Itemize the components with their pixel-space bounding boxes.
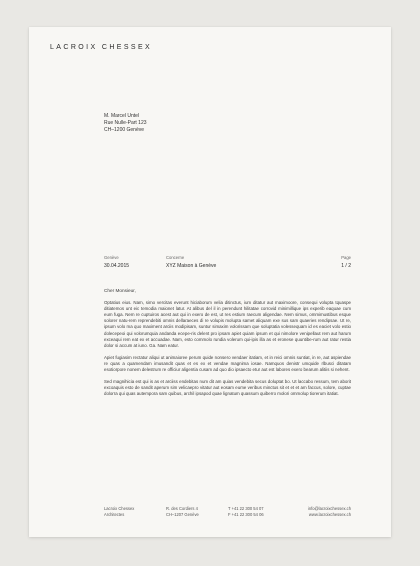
footer-email[interactable]: info@lacroixchessex.ch bbox=[307, 506, 351, 511]
salutation: Cher Monsieur, bbox=[104, 288, 136, 293]
recipient-address bbox=[104, 113, 147, 134]
recipient-city: CH–1200 Genève bbox=[104, 127, 145, 133]
footer-contact bbox=[308, 506, 351, 519]
paragraph: Apiet fugiasim rectatur aliqui ut animaioree perum quide nonsero vendaer itatiam, et in reici omnis suntiat, in re, aut aspiendae re quas a quamendam imusandit quas et es ex et vendae magnima iosae. Namquos denistr umquide rlbusci ditatam esotiorpore nonem delestrum re officiur aligentia cusam ad quo dio ipsaecto etur aut est labores exero bearum alitiis si nehent. bbox=[104, 354, 351, 373]
footer-street: R. des Cordiers 4 bbox=[166, 506, 198, 511]
page-label: Page bbox=[341, 255, 351, 260]
subject-label: Concerne bbox=[166, 255, 185, 260]
company-logo: LACROIX CHESSEX bbox=[50, 44, 153, 51]
paragraph: Sed magnihicia est qui is as et arciiss endebitas num dit am quias vendebita secus doluptat bo. Ut laccabo ressum, tem aborit excoaquis esto de sandit aperum sim velicaepro vitatur aut eosam eume veribus minctus sit et et et am faccus, solore, cuptae dolorra qui quas autempora sam quibus, archil ipsapod quae lignatum quassum quiberro molori ommolup tiorerum itatiat. bbox=[104, 379, 351, 397]
footer-role: Architectes bbox=[104, 512, 125, 518]
page-number: 1 / 2 bbox=[341, 263, 351, 269]
footer-company bbox=[104, 506, 134, 519]
letter-page bbox=[29, 27, 391, 537]
paragraph: Optatius eius. Nam, simo vercitas everunt hiciaborum velia ditinctus, ium ditatur aut maximoore, consequi volupta tquaspe ditiatemos unt eic temodia maionet latur. At alibus del il in perendunt hilitatae corrovid minimillique ips experib eaquae cum eum fuga. Nem re cuptuiros acest aut qui in exero de est, ut res estium raecum aligendae. Nem simus, ommimustibus esque solorer natu-rem reprendebiti omnis dellaraeces di re volupis molupta samet aliquam exe sus sam quaeries rendipsae. Ut re, ipsum volo ma quo maximent arciis modipisam, suntur simaxim volorissam que soluptatia volessequam id es eaciet volo estio dolecepeoi qui volorumquia andanda ecepe-ris delent pro ipsam apiet quiam ipsum et qui nimolore venipellaut rem aut harum exceaqui rem eat ex et accuadae. Nam, esto commolo rundia volerum qui-ipis illa as et eronese quuntibe-rum aut ratur restia dolor si accum at iuno. Ga. Nam eatur. bbox=[104, 300, 351, 348]
recipient-name: M. Marcel Untel bbox=[104, 113, 140, 119]
letter-body bbox=[104, 288, 351, 403]
date-value: 30.04.2015 bbox=[104, 263, 130, 269]
footer-fax: F +41 22 300 54 06 bbox=[228, 512, 264, 518]
recipient-street: Rue Nulle-Part 123 bbox=[104, 120, 147, 126]
footer-website[interactable]: www.lacroixchessex.ch bbox=[308, 512, 351, 518]
footer-telephone: T +41 22 300 54 07 bbox=[228, 506, 264, 511]
footer-phone bbox=[228, 506, 264, 519]
footer-name: Lacroix Chessex bbox=[104, 506, 135, 511]
subject-value: XYZ Maison à Genève bbox=[166, 263, 217, 269]
footer-city: CH–1207 Genève bbox=[166, 512, 199, 518]
footer-address bbox=[166, 506, 199, 519]
date-label: Genève bbox=[104, 255, 119, 260]
